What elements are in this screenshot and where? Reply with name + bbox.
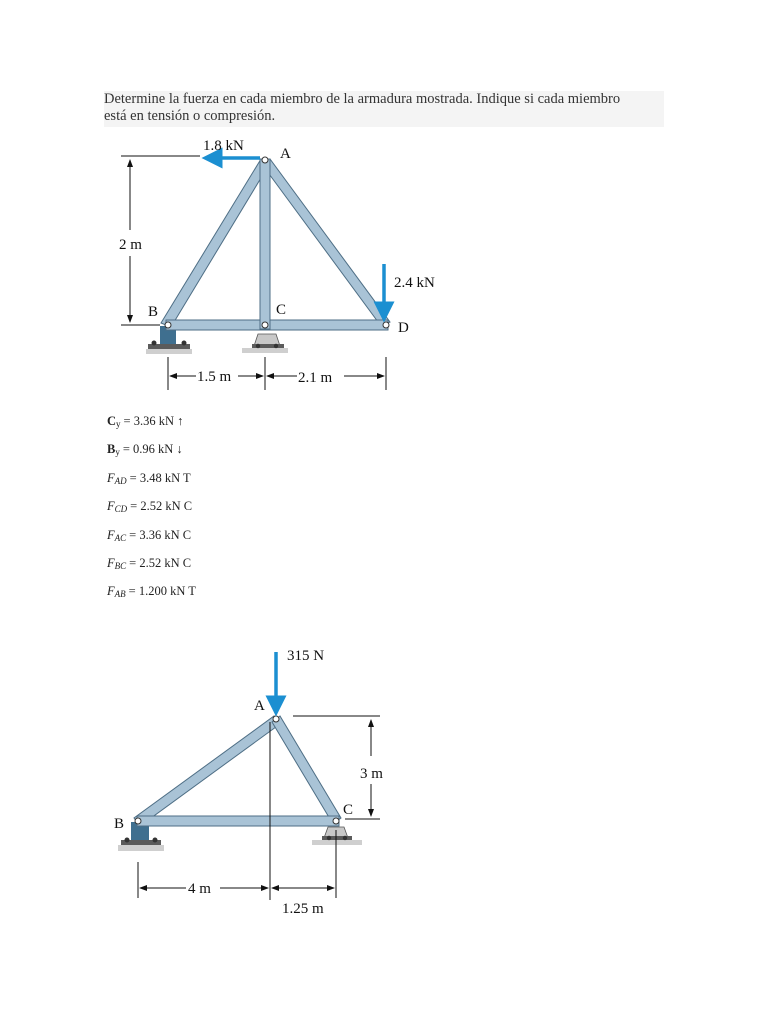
node-label-c2: C xyxy=(343,802,354,818)
dimension-height-label: 2 m xyxy=(119,237,142,253)
dimension-bottom-2 xyxy=(138,830,336,898)
answer-symbol: F xyxy=(107,584,115,599)
answer-subscript: y xyxy=(115,447,120,458)
member-ac-2 xyxy=(272,716,341,824)
dimension-height-2 xyxy=(293,716,380,819)
answer-symbol: C xyxy=(107,414,117,428)
answer-item xyxy=(107,499,196,527)
answer-value: = 2.52 kN C xyxy=(130,499,193,514)
load-label-d: 2.4 kN xyxy=(394,275,435,291)
problem-statement-line-1: Determine la fuerza en cada miembro de la armadura mostrada. Indique si cada miembro xyxy=(104,91,621,107)
member-bd xyxy=(166,320,388,330)
node-label-d: D xyxy=(398,320,409,336)
load-label-a: 1.8 kN xyxy=(203,138,244,154)
answer-symbol: F xyxy=(107,527,115,542)
dimension-height-2-label: 3 m xyxy=(360,766,383,782)
support-b2 xyxy=(118,822,164,851)
truss-pins-2 xyxy=(135,716,339,824)
answer-value: = 3.36 kN ↑ xyxy=(123,414,184,428)
dimension-cd-label: 2.1 m xyxy=(298,370,333,386)
answer-subscript: y xyxy=(116,419,121,429)
node-label-b2: B xyxy=(114,816,125,832)
member-ab xyxy=(161,159,270,327)
answer-item xyxy=(107,556,196,584)
answer-subscript: AB xyxy=(114,589,126,600)
support-c2 xyxy=(312,827,362,845)
answer-value: = 2.52 kN C xyxy=(129,555,192,570)
problem-statement-line-2: está en tensión o compresión. xyxy=(104,108,276,124)
member-bc-2 xyxy=(137,816,339,826)
node-label-a: A xyxy=(280,146,291,162)
truss-figure-1 xyxy=(0,0,768,400)
answer-value: = 3.36 kN C xyxy=(129,527,192,542)
dimension-right-2-label: 1.25 m xyxy=(282,901,324,917)
answer-subscript: CD xyxy=(114,504,128,515)
answer-item xyxy=(107,414,196,442)
answer-item xyxy=(107,442,196,470)
answer-symbol: F xyxy=(107,499,115,514)
support-c xyxy=(242,334,288,353)
answer-item xyxy=(107,528,196,556)
answer-subscript: AD xyxy=(114,475,127,486)
answer-value: = 3.48 kN T xyxy=(129,470,191,485)
member-ad xyxy=(261,159,390,326)
answer-subscript: AC xyxy=(114,532,127,543)
answer-symbol: F xyxy=(107,555,115,570)
dimension-bc-label: 1.5 m xyxy=(197,369,232,385)
answer-item xyxy=(107,584,196,612)
answer-list xyxy=(107,414,196,613)
node-label-a2: A xyxy=(254,698,265,714)
answer-subscript: BC xyxy=(114,560,127,571)
answer-symbol: F xyxy=(107,470,115,485)
answer-symbol: B xyxy=(107,442,116,457)
load-label-a2: 315 N xyxy=(287,648,325,664)
member-ac xyxy=(260,159,270,329)
truss-members-2 xyxy=(134,716,341,826)
dimension-left-2-label: 4 m xyxy=(188,881,211,897)
node-label-b: B xyxy=(148,304,159,320)
member-ab-2 xyxy=(134,716,280,826)
answer-item xyxy=(107,471,196,499)
node-label-c: C xyxy=(276,302,287,318)
answer-value: = 1.200 kN T xyxy=(128,584,196,599)
answer-value: = 0.96 kN ↓ xyxy=(122,442,183,457)
